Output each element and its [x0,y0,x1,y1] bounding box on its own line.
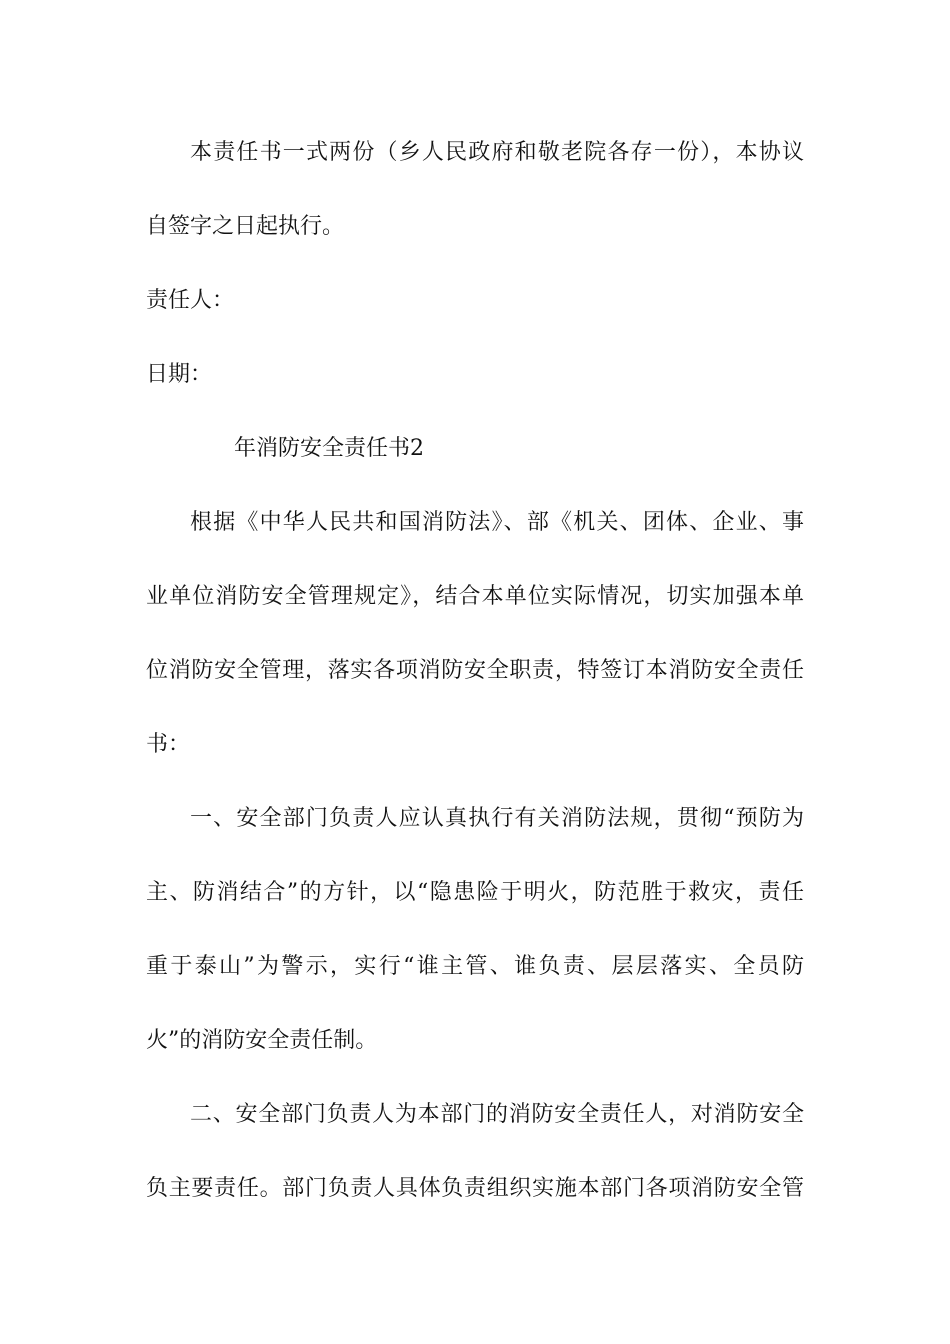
paragraph-line: 自签字之日起执行。 [146,214,345,239]
paragraph-line: 位消防安全管理，落实各项消防安全职责，特签订本消防安全责任 [146,658,804,683]
signature-label-responsible-person: 责任人： [146,288,235,313]
paragraph-line: 本责任书一式两份（乡人民政府和敬老院各存一份），本协议 [190,140,804,165]
paragraph-line: 重于泰山”为警示，实行“谁主管、谁负责、层层落实、全员防 [146,954,804,979]
paragraph-line: 火”的消防安全责任制。 [146,1028,378,1053]
paragraph-line: 二、安全部门负责人为本部门的消防安全责任人，对消防安全 [190,1102,804,1127]
paragraph-line: 负主要责任。部门负责人具体负责组织实施本部门各项消防安全管 [146,1176,804,1201]
paragraph-line: 根据《中华人民共和国消防法》、部《机关、团体、企业、事 [190,510,804,535]
section-title: 年消防安全责任书2 [234,436,424,461]
paragraph-line: 业单位消防安全管理规定》，结合本单位实际情况，切实加强本单 [146,584,804,609]
paragraph-line: 书： [146,732,191,757]
date-label: 日期： [146,362,213,387]
paragraph-line: 一、安全部门负责人应认真执行有关消防法规，贯彻“预防为 [190,806,804,831]
paragraph-line: 主、防消结合”的方针，以“隐患险于明火，防范胜于救灾，责任 [146,880,804,905]
